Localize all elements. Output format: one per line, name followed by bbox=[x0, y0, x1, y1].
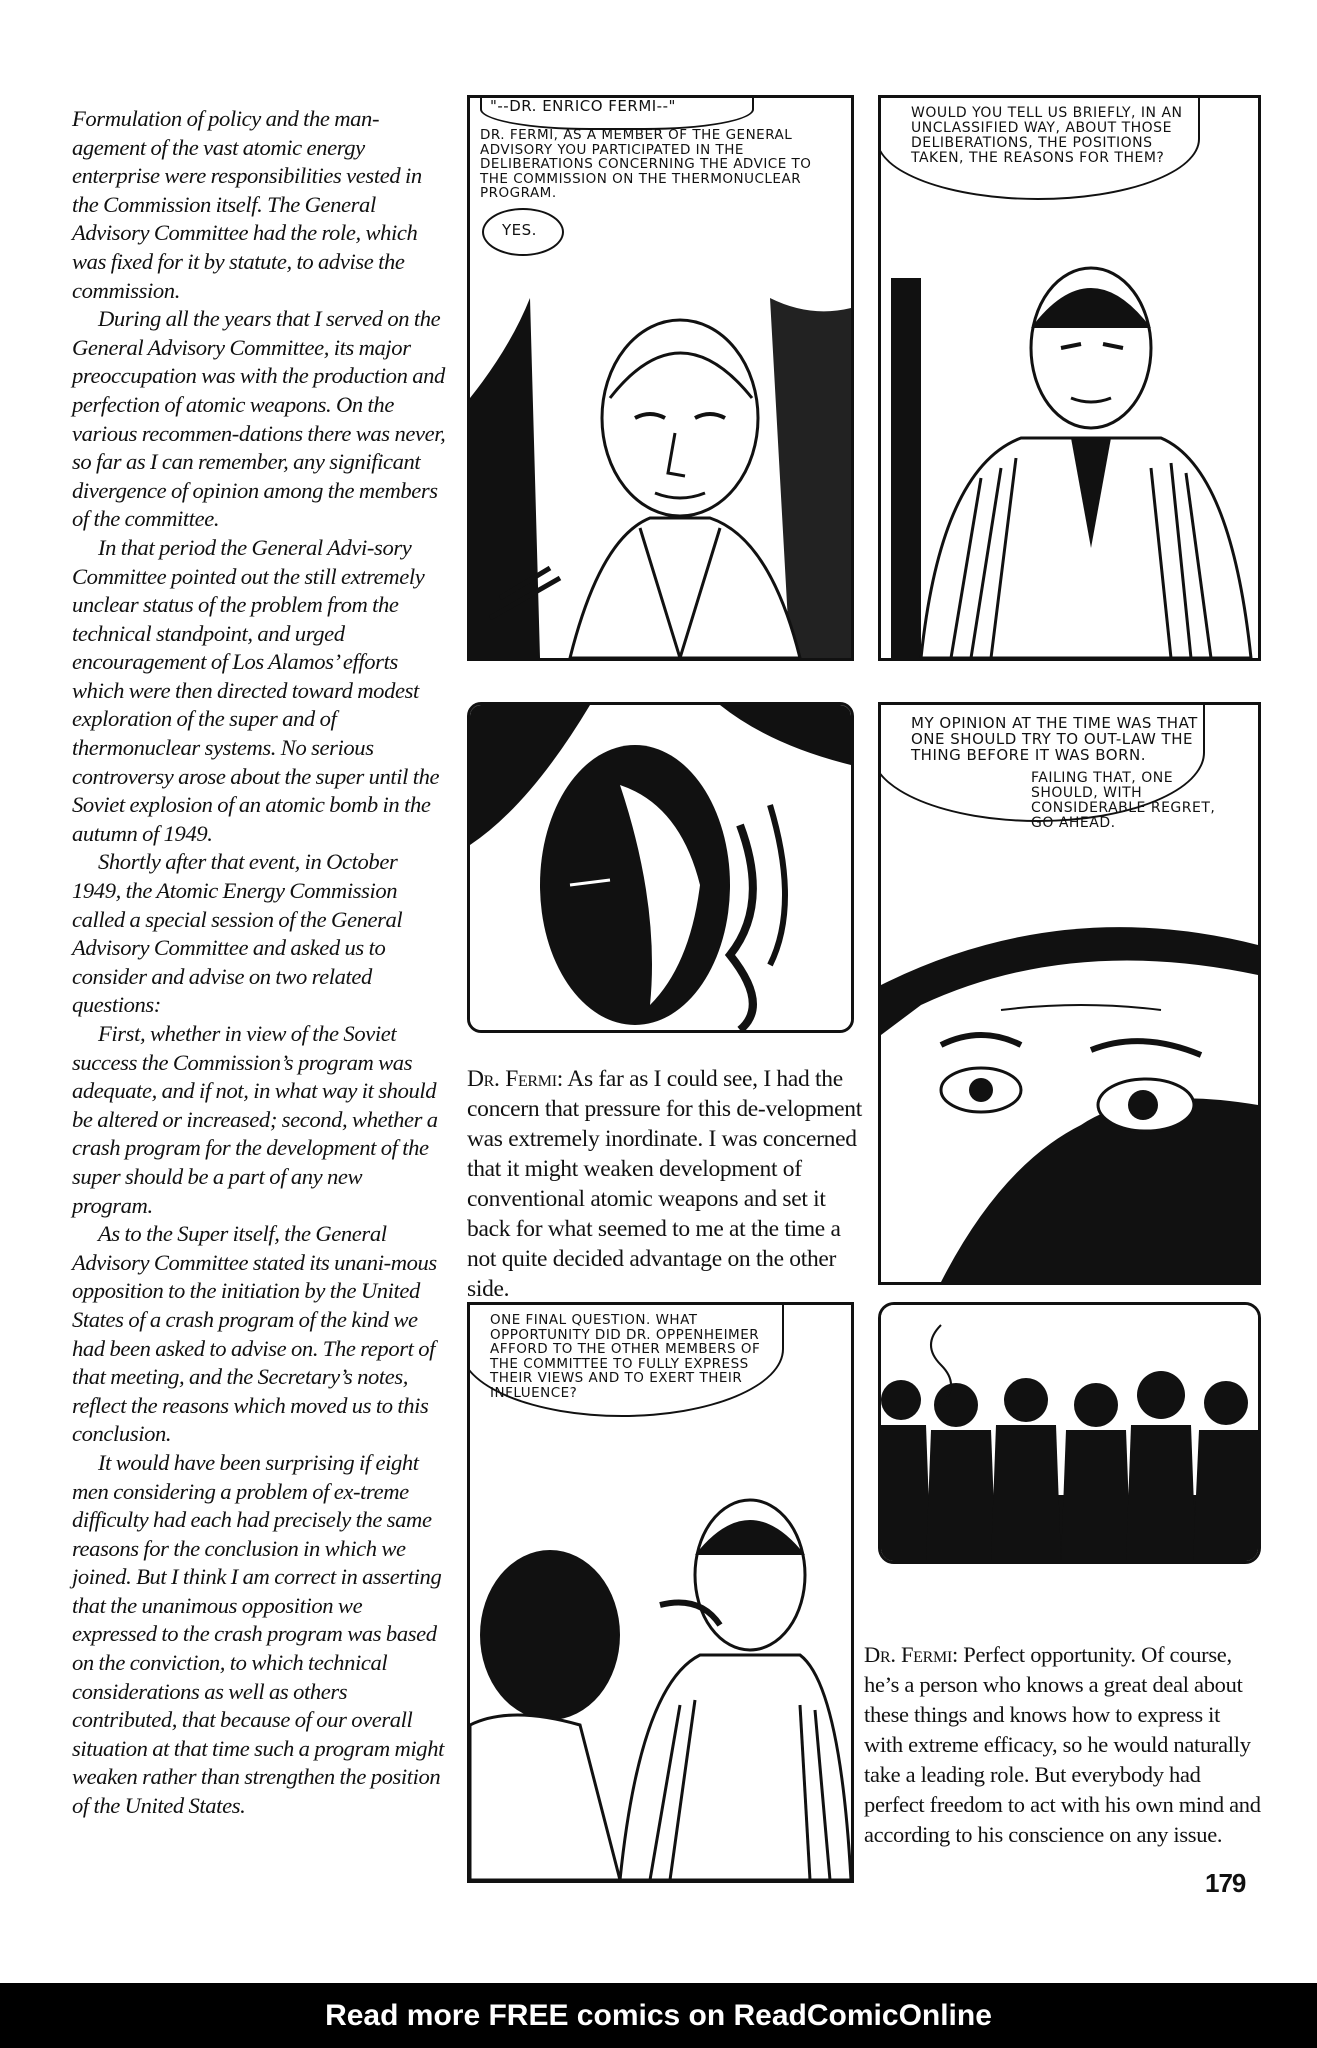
caption-text: Perfect opportunity. Of course, he’s a person who knows a great deal about these things and knows how to express it with extreme efficacy, so he would naturally take a leading role. But everybody had perfect freedom to act with his own mind and according to his conscience on any issue. bbox=[864, 1642, 1261, 1847]
balloon-text: "--DR. ENRICO FERMI--" bbox=[490, 97, 676, 115]
comic-panel-silhouettes bbox=[878, 1302, 1261, 1564]
balloon-text: DR. FERMI, AS A MEMBER OF THE GENERAL ADVISORY YOU PARTICIPATED IN THE DELIBERATIONS CONCERNING THE ADVICE TO THE COMMISSION ON THE THERMONUCLEAR PROGRAM. bbox=[480, 127, 812, 201]
balloon-text: WOULD YOU TELL US BRIEFLY, IN AN UNCLASSIFIED WAY, ABOUT THOSE DELIBERATIONS, THE POSITIONS TAKEN, THE REASONS FOR THEM? bbox=[911, 105, 1183, 166]
balloon-text: FAILING THAT, ONE SHOULD, WITH CONSIDERABLE REGRET, GO AHEAD. bbox=[1031, 770, 1216, 831]
body-paragraph: First, whether in view of the Soviet success the Commission’s program was adequate, and if not, in what way it should be altered or increased; second, whether a crash program for the development of the super should be a part of any new program. bbox=[72, 1021, 438, 1218]
balloon-text: ONE FINAL QUESTION. WHAT OPPORTUNITY DID DR. OPPENHEIMER AFFORD TO THE OTHER MEMBERS OF THE COMMITTEE TO FULLY EXPRESS THEIR VIEWS AND TO EXERT THEIR INFLUENCE? bbox=[490, 1312, 761, 1401]
balloon-text: MY OPINION AT THE TIME WAS THAT ONE SHOULD TRY TO OUT-LAW THE THING BEFORE IT WAS BORN. bbox=[911, 714, 1198, 764]
body-paragraph: Formulation of policy and the man-agement of the vast atomic energy enterprise were responsibilities vested in the Commission itself. The General Advisory Committee had the role, which was fixed for it by statute, to advise the commission. bbox=[72, 106, 422, 303]
caption-speaker: Dr. Fermi: bbox=[864, 1642, 958, 1667]
body-paragraph: In that period the General Advi-sory Committee pointed out the still extremely unclear status of the problem from the technical standpoint, and urged encouragement of Los Alamos’ efforts which were then directed toward modest exploration of the super and of thermonuclear systems. No serious controversy arose about the super until the Soviet explosion of an atomic bomb in the autumn of 1949. bbox=[72, 534, 440, 846]
caption-text: As far as I could see, I had the concern that pressure for this de-velopment was extremely inordinate. I was concerned that it might weaken development of conventional atomic weapons and set it back for what seemed to me at the time a not quite decided advantage on the other side. bbox=[467, 1066, 862, 1302]
caption-speaker: Dr. Fermi: bbox=[467, 1066, 563, 1092]
caption-fermi-opportunity bbox=[864, 1640, 1264, 1850]
promo-banner-link[interactable]: Read more FREE comics on ReadComicOnline bbox=[0, 1983, 1317, 2048]
caption-fermi-concern bbox=[467, 1064, 867, 1304]
body-paragraph: As to the Super itself, the General Advisory Committee stated its unani-mous opposition to the initiation by the United States of a crash program of the kind we had been asked to advise on. The report of that meeting, and the Secretary’s notes, reflect the reasons which moved us to this conclusion. bbox=[72, 1221, 437, 1447]
panel-art-silhouettes bbox=[881, 1305, 1258, 1561]
comic-panel-closeup-eyes bbox=[878, 702, 1261, 1285]
body-paragraph: It would have been surprising if eight men considering a problem of ex-treme difficulty had each had precisely the same reasons for the conclusion in which we joined. But I think I am correct in asserting that the unanimous opposition we expressed to the crash program was based on the conviction, to which technical considerations as well as others contributed, that because of our overall situation at that time such a program might weaken rather than strengthen the position of the United States. bbox=[72, 1449, 444, 1819]
body-paragraph: Shortly after that event, in October 1949, the Atomic Energy Commission called a special session of the General Advisory Committee and asked us to consider and advise on two related questions: bbox=[72, 849, 403, 1018]
comic-panel-fermi bbox=[467, 95, 854, 661]
body-text-column bbox=[72, 105, 447, 1821]
body-paragraph: During all the years that I served on the General Advisory Committee, its major preoccupation was with the production and perfection of atomic weapons. On the various recommen-dations there was never, so far as I can remember, any significant divergence of opinion among the members of the committee. bbox=[72, 306, 446, 532]
page-number: 179 bbox=[1205, 1868, 1246, 1898]
comic-panel-final-question bbox=[467, 1302, 854, 1883]
panel-art-shadowed-face bbox=[470, 705, 851, 1030]
comic-panel-questioner bbox=[878, 95, 1261, 661]
balloon-text: YES. bbox=[502, 221, 537, 239]
comic-panel-shadowed-face bbox=[467, 702, 854, 1033]
